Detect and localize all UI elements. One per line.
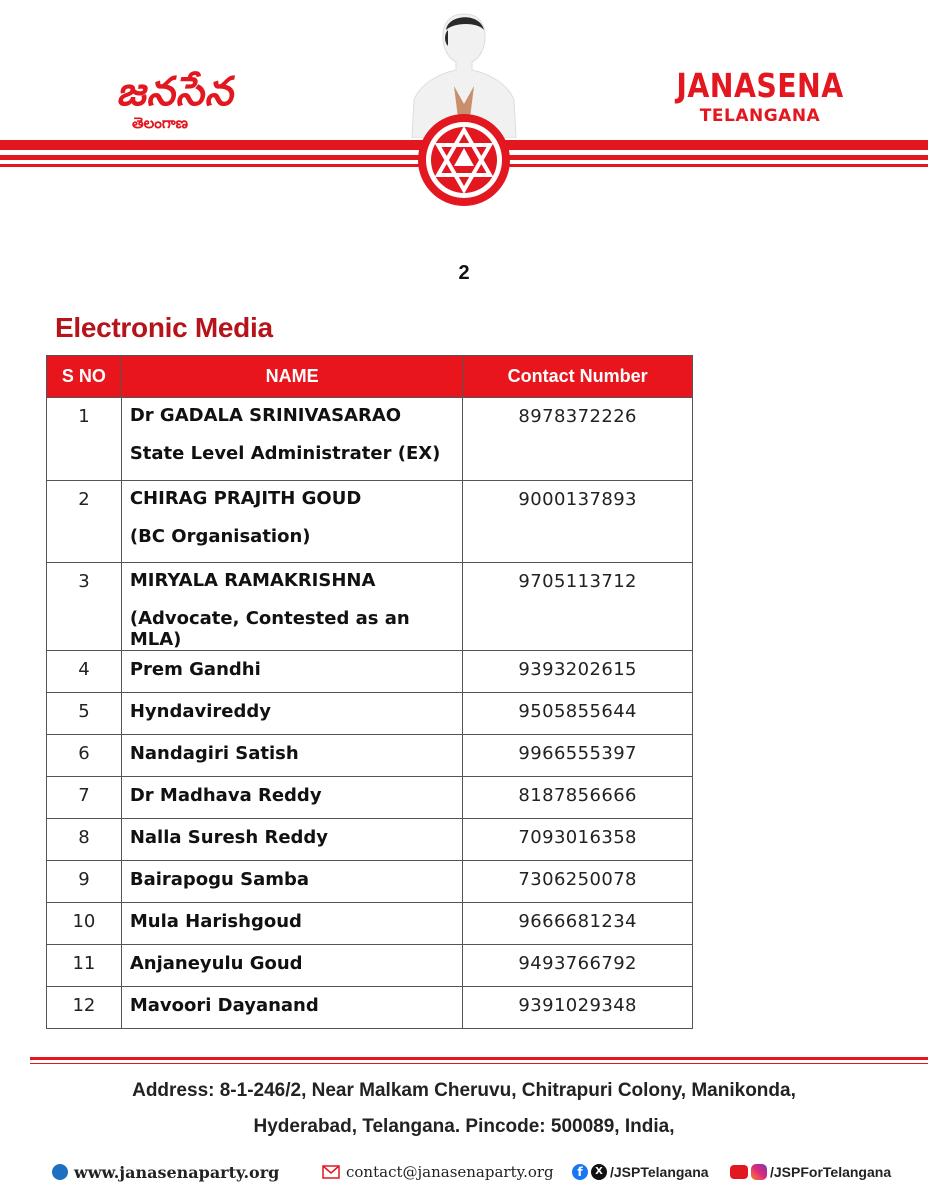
- footer-contact-bar: [0, 1157, 928, 1187]
- member-detail: (BC Organisation): [129, 525, 311, 547]
- column-header-contact: Contact Number: [463, 356, 693, 398]
- logo-telugu-main: జనసేన: [116, 68, 234, 115]
- cell-name: Mula Harishgoud: [121, 903, 462, 945]
- address-line-2: Hyderabad, Telangana. Pincode: 500089, India,: [253, 1116, 675, 1137]
- cell-sno: 8: [47, 819, 122, 861]
- table-row: [47, 480, 693, 563]
- column-header-sno: S NO: [47, 356, 122, 398]
- logo-english-sub: TELANGANA: [699, 106, 821, 126]
- table-row: [47, 777, 693, 819]
- social-handle-2: /JSPForTelangana: [770, 1164, 892, 1180]
- table-header-row: [47, 356, 693, 398]
- cell-phone: 9966555397: [463, 735, 693, 777]
- cell-sno: 3: [47, 563, 122, 651]
- cell-phone: 9666681234: [463, 903, 693, 945]
- table-row: [47, 945, 693, 987]
- page-header: [0, 0, 928, 215]
- cell-sno: 6: [47, 735, 122, 777]
- mail-icon: [322, 1165, 340, 1179]
- cell-name: Dr Madhava Reddy: [121, 777, 462, 819]
- logo-telugu-sub: తెలంగాణ: [131, 114, 189, 132]
- cell-phone: 7306250078: [463, 861, 693, 903]
- cell-phone: 9393202615: [463, 651, 693, 693]
- cell-name: Bairapogu Samba: [121, 861, 462, 903]
- email-link[interactable]: [322, 1157, 554, 1187]
- section-title: Electronic Media: [55, 312, 273, 343]
- table-row: [47, 903, 693, 945]
- cell-sno: 1: [47, 398, 122, 481]
- cell-phone: 9000137893: [463, 480, 693, 563]
- logo-telugu: [80, 70, 270, 135]
- table-row: [47, 398, 693, 481]
- member-name: Dr GADALA SRINIVASARAO: [129, 405, 402, 426]
- cell-sno: 12: [47, 987, 122, 1029]
- member-detail: State Level Administrater (EX): [129, 443, 441, 464]
- footer-divider: [30, 1057, 928, 1060]
- member-name: MIRYALA RAMAKRISHNA: [129, 570, 376, 591]
- column-header-name: NAME: [121, 356, 462, 398]
- member-name: CHIRAG PRAJITH GOUD: [129, 487, 362, 509]
- cell-phone: 8978372226: [463, 398, 693, 481]
- website-link[interactable]: [52, 1157, 279, 1187]
- cell-sno: 9: [47, 861, 122, 903]
- cell-name: [121, 563, 462, 651]
- social-link-telangana[interactable]: [572, 1157, 709, 1187]
- website-text: www.janasenaparty.org: [74, 1162, 280, 1182]
- cell-name: Prem Gandhi: [121, 651, 462, 693]
- cell-name: Mavoori Dayanand: [121, 987, 462, 1029]
- table-row: [47, 819, 693, 861]
- footer-divider: [30, 1063, 928, 1064]
- cell-sno: 7: [47, 777, 122, 819]
- cell-name: Nandagiri Satish: [121, 735, 462, 777]
- member-detail: (Advocate, Contested as an MLA): [129, 608, 410, 650]
- cell-phone: 7093016358: [463, 819, 693, 861]
- table-row: [47, 861, 693, 903]
- table-row: [47, 651, 693, 693]
- address-line-1: Address: 8-1-246/2, Near Malkam Cheruvu, Chitrapuri Colony, Manikonda,: [132, 1080, 796, 1101]
- youtube-icon: [730, 1165, 748, 1179]
- cell-phone: 9493766792: [463, 945, 693, 987]
- social-handle-1: /JSPTelangana: [610, 1164, 709, 1180]
- x-icon: X: [591, 1164, 607, 1180]
- table-row: [47, 563, 693, 651]
- table-row: [47, 987, 693, 1029]
- logo-english: [660, 66, 860, 126]
- cell-sno: 11: [47, 945, 122, 987]
- cell-phone: 9705113712: [463, 563, 693, 651]
- cell-name: [121, 480, 462, 563]
- janasena-star-emblem: [416, 112, 512, 208]
- cell-name: Hyndavireddy: [121, 693, 462, 735]
- cell-sno: 10: [47, 903, 122, 945]
- cell-name: Anjaneyulu Goud: [121, 945, 462, 987]
- table-row: [47, 735, 693, 777]
- social-link-for-telangana[interactable]: [730, 1157, 891, 1187]
- cell-phone: 9505855644: [463, 693, 693, 735]
- cell-sno: 5: [47, 693, 122, 735]
- globe-icon: [52, 1164, 68, 1180]
- cell-sno: 4: [47, 651, 122, 693]
- facebook-icon: f: [572, 1164, 588, 1180]
- cell-name: Nalla Suresh Reddy: [121, 819, 462, 861]
- cell-phone: 8187856666: [463, 777, 693, 819]
- logo-english-main: JANASENA: [676, 66, 844, 105]
- cell-sno: 2: [47, 480, 122, 563]
- email-text: contact@janasenaparty.org: [346, 1163, 554, 1181]
- page-number: 2: [458, 262, 470, 284]
- cell-name: [121, 398, 462, 481]
- table-row: [47, 693, 693, 735]
- instagram-icon: [751, 1164, 767, 1180]
- contacts-table: [46, 355, 693, 1029]
- cell-phone: 9391029348: [463, 987, 693, 1029]
